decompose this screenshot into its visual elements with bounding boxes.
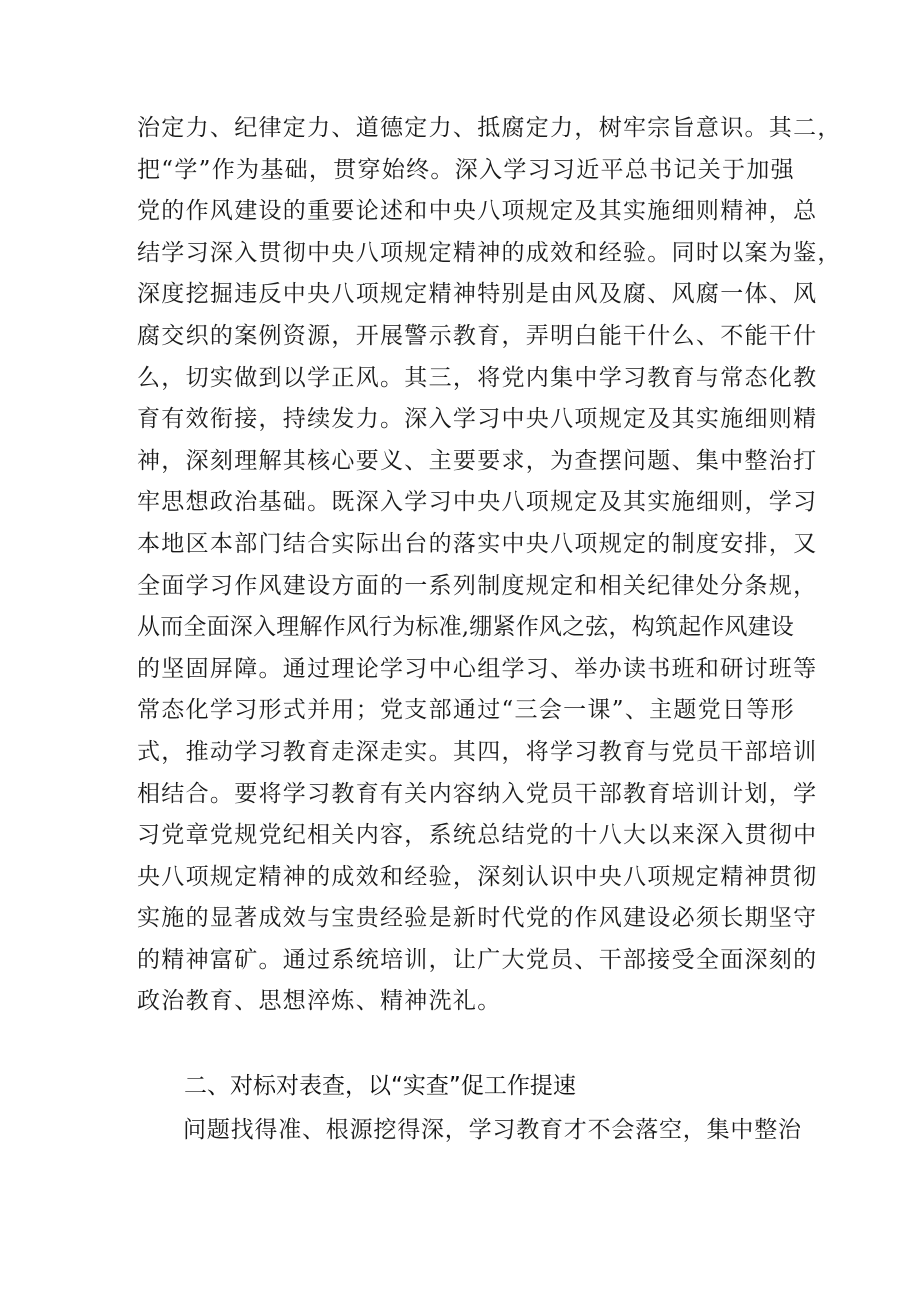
text-line: 结学习深入贯彻中央八项规定精神的成效和经验。同时以案为鉴， (137, 239, 842, 266)
text-line: 育有效衔接，持续发力。深入学习中央八项规定及其实施细则精 (137, 406, 818, 433)
text-line: 本地区本部门结合实际出台的落实中央八项规定的制度安排，又 (137, 530, 818, 557)
text-line: 式，推动学习教育走深走实。其四，将学习教育与党员干部培训 (137, 738, 818, 765)
text-line: 治定力、纪律定力、道德定力、抵腐定力，树牢宗旨意识。其二， (137, 115, 842, 141)
text-line: 深度挖掘违反中央八项规定精神特别是由风及腐、风腐一体、风 (137, 281, 818, 308)
paragraph-first-line: 问题找得准、根源挖得深，学习教育才不会落空，集中整治 (183, 1117, 802, 1143)
text-line: 腐交织的案例资源，开展警示教育，弄明白能干什么、不能干什 (137, 322, 818, 349)
text-line: 党的作风建设的重要论述和中央八项规定及其实施细则精神，总 (137, 198, 818, 225)
text-line: 央八项规定精神的成效和经验，深刻认识中央八项规定精神贯彻 (137, 863, 818, 890)
text-line: 把“学”作为基础，贯穿始终。深入学习习近平总书记关于加强 (137, 156, 795, 183)
text-line: 的坚固屏障。通过理论学习中心组学习、举办读书班和研讨班等 (137, 655, 818, 682)
text-line: 的精神富矿。通过系统培训，让广大党员、干部接受全面深刻的 (137, 946, 818, 973)
text-line: 么，切实做到以学正风。其三，将党内集中学习教育与常态化教 (137, 364, 818, 391)
text-line: 实施的显著成效与宝贵经验是新时代党的作风建设必须长期坚守 (137, 905, 818, 932)
text-line: 习党章党规党纪相关内容，系统总结党的十八大以来深入贯彻中 (137, 822, 818, 849)
text-line: 相结合。要将学习教育有关内容纳入党员干部教育培训计划，学 (137, 780, 818, 807)
body-paragraph (137, 108, 842, 1023)
text-line: 神，深刻理解其核心要义、主要要求，为查摆问题、集中整治打 (137, 447, 818, 474)
section-heading: 二、对标对表查，以“实查”促工作提速 (184, 1073, 576, 1099)
text-line: 牢思想政治基础。既深入学习中央八项规定及其实施细则，学习 (137, 489, 818, 516)
text-line: 全面学习作风建设方面的一系列制度规定和相关纪律处分条规， (137, 572, 818, 599)
text-line: 常态化学习形式并用；党支部通过“三会一课”、主题党日等形 (137, 697, 795, 724)
text-line: 政治教育、思想淬炼、精神洗礼。 (137, 988, 502, 1015)
text-line: 从而全面深入理解作风行为标准,绷紧作风之弦，构筑起作风建设 (137, 614, 795, 641)
